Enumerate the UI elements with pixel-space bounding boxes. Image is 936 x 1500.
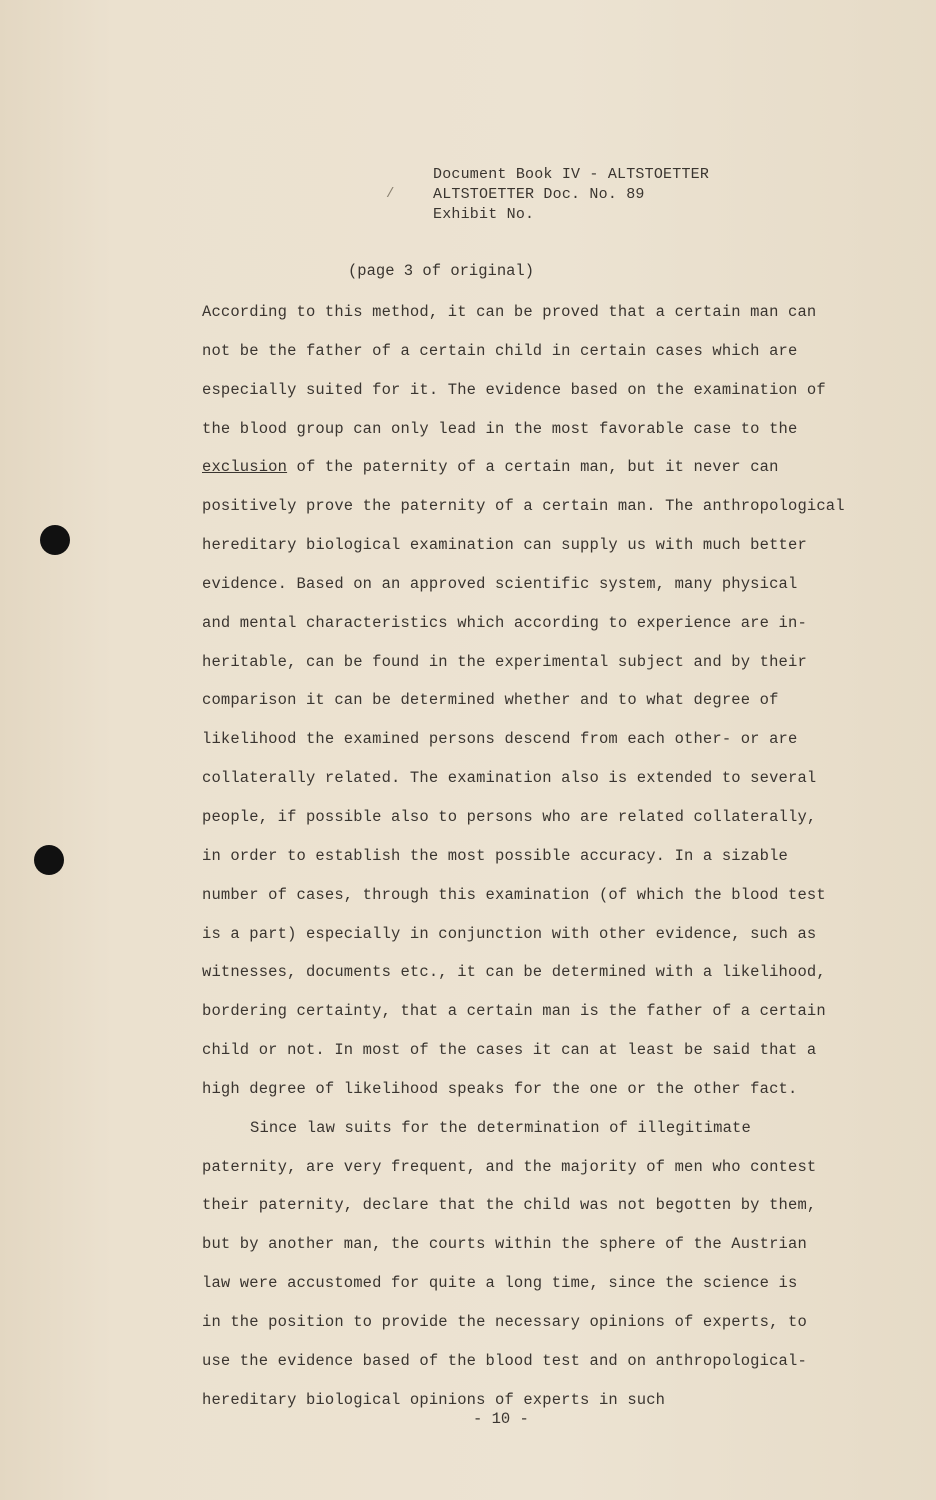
- text-line: paternity, are very frequent, and the majority of men who contest: [202, 1157, 817, 1176]
- text-line: hereditary biological opinions of experts in such: [202, 1390, 666, 1409]
- document-header: [433, 165, 709, 225]
- text-line: in the position to provide the necessary opinions of experts, to: [202, 1312, 807, 1331]
- text-line: number of cases, through this examination (of which the blood test: [202, 885, 826, 904]
- text-line: high degree of likelihood speaks for the one or the other fact.: [202, 1079, 798, 1098]
- header-doc-line: ALTSTOETTER Doc. No. 89: [433, 186, 645, 203]
- text-line: bordering certainty, that a certain man is the father of a certain: [202, 1002, 826, 1021]
- text-line: but by another man, the courts within the sphere of the Austrian: [202, 1235, 807, 1254]
- text-line: positively prove the paternity of a certain man. The anthropological: [202, 497, 845, 516]
- text-line: in order to establish the most possible accuracy. In a sizable: [202, 846, 788, 865]
- text-line: not be the father of a certain child in certain cases which are: [202, 341, 798, 360]
- text-line: evidence. Based on an approved scientific system, many physical: [202, 574, 798, 593]
- text-line: the blood group can only lead in the most favorable case to the: [202, 419, 798, 438]
- text-line: and mental characteristics which according to experience are in-: [202, 613, 807, 632]
- paragraph-start-line: Since law suits for the determination of illegitimate: [250, 1118, 751, 1137]
- original-page-reference: (page 3 of original): [348, 262, 535, 280]
- text-line: hereditary biological examination can supply us with much better: [202, 536, 807, 555]
- text-line: witnesses, documents etc., it can be determined with a likelihood,: [202, 963, 826, 982]
- text-line: is a part) especially in conjunction with other evidence, such as: [202, 924, 817, 943]
- stray-mark: /: [386, 186, 395, 202]
- body-text: [202, 300, 872, 1426]
- text-line: child or not. In most of the cases it can at least be said that a: [202, 1041, 817, 1060]
- text-line: likelihood the examined persons descend from each other- or are: [202, 730, 798, 749]
- header-book-line: Document Book IV - ALTSTOETTER: [433, 166, 710, 183]
- text-line: use the evidence based of the blood test and on anthropological-: [202, 1351, 807, 1370]
- text-line: especially suited for it. The evidence based on the examination of: [202, 380, 826, 399]
- text-line: their paternity, declare that the child was not begotten by them,: [202, 1196, 817, 1215]
- header-exhibit-line: Exhibit No.: [433, 206, 535, 223]
- page-number: - 10 -: [473, 1410, 529, 1428]
- punch-hole-upper: [40, 525, 70, 555]
- text-line: law were accustomed for quite a long time, since the science is: [202, 1274, 798, 1293]
- text-line: According to this method, it can be proved that a certain man can: [202, 303, 817, 321]
- text-line: people, if possible also to persons who are related collaterally,: [202, 807, 817, 826]
- text-line: heritable, can be found in the experimental subject and by their: [202, 652, 807, 671]
- underlined-word: exclusion: [202, 458, 288, 477]
- text-span: of the paternity of a certain man, but it never can: [287, 458, 779, 477]
- text-line: [202, 455, 872, 494]
- text-line: comparison it can be determined whether and to what degree of: [202, 691, 779, 710]
- text-line: collaterally related. The examination also is extended to several: [202, 769, 817, 788]
- punch-hole-lower: [34, 845, 64, 875]
